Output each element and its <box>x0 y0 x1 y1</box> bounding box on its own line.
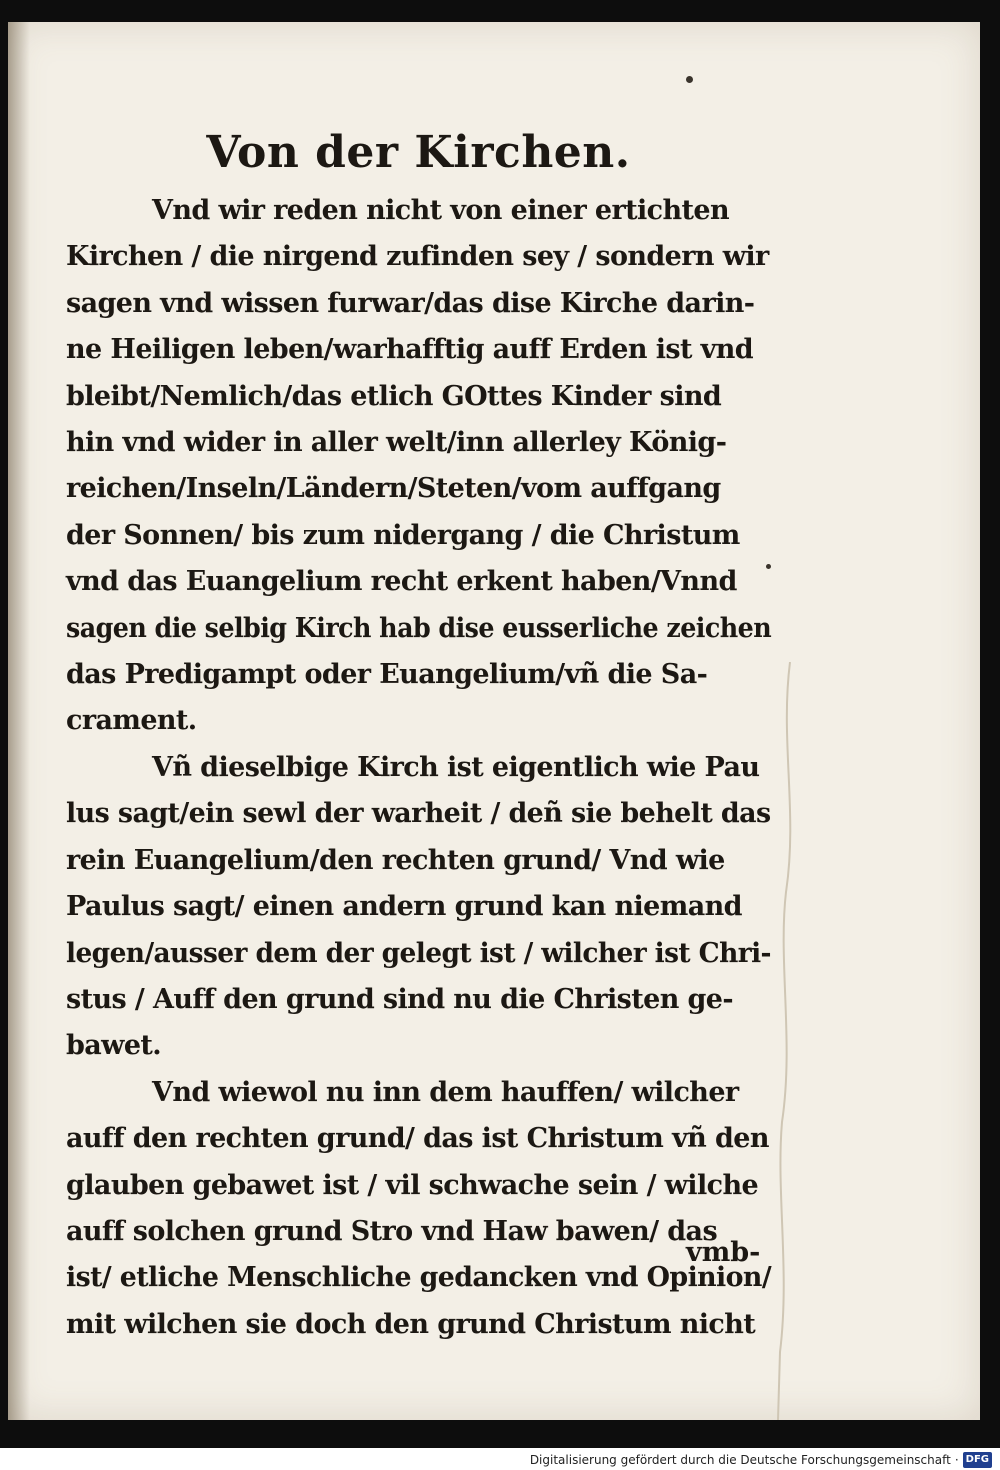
text-line: legen/ausser dem der gelegt ist / wilcher ist Chri- <box>66 937 771 969</box>
text-line: vnd das Euangelium recht erkent haben/Vnnd <box>66 566 737 598</box>
text-line: bleibt/Nemlich/das etlich GOttes Kinder sind <box>66 380 722 412</box>
body-text <box>66 188 771 1348</box>
text-line: hin vnd wider in aller welt/inn allerley König- <box>66 427 727 459</box>
text-line: auff den rechten grund/ das ist Christum vñ den <box>66 1123 769 1155</box>
text-line: auff solchen grund Stro vnd Haw bawen/ das <box>66 1215 718 1247</box>
book-page <box>8 22 980 1420</box>
credit-text: Digitalisierung gefördert durch die Deutsche Forschungsgemeinschaft <box>529 1453 951 1467</box>
ink-mark <box>686 76 693 83</box>
text-line: sagen vnd wissen furwar/das dise Kirche darin- <box>66 287 755 319</box>
text-line: sagen die selbig Kirch hab dise eusserliche zeichen <box>66 612 772 644</box>
text-line: rein Euangelium/den rechten grund/ Vnd wie <box>66 844 725 876</box>
paragraph-first-line: Vñ dieselbige Kirch ist eigentlich wie Pau <box>152 751 760 783</box>
dfg-logo: DFG <box>963 1452 992 1468</box>
text-line: mit wilchen sie doch den grund Christum nicht <box>66 1308 756 1340</box>
text-line: crament. <box>66 705 197 737</box>
text-line: der Sonnen/ bis zum nidergang / die Christum <box>66 519 740 551</box>
separator: · <box>954 1453 959 1467</box>
text-line: ne Heiligen leben/warhafftig auff Erden ist vnd <box>66 334 754 366</box>
text-line: Paulus sagt/ einen andern grund kan niemand <box>66 891 742 923</box>
paragraph-first-line: Vnd wir reden nicht von einer ertichten <box>152 195 729 226</box>
text-line: lus sagt/ein sewl der warheit / deñ sie behelt das <box>66 798 771 830</box>
text-line: bawet. <box>66 1030 162 1062</box>
text-line: stus / Auff den grund sind nu die Christen ge- <box>66 983 733 1015</box>
text-line: glauben gebawet ist / vil schwache sein / wilche <box>66 1169 759 1201</box>
digitization-credit <box>530 1450 992 1470</box>
text-line: das Predigampt oder Euangelium/vñ die Sa- <box>66 659 708 691</box>
catchword: vmb- <box>686 1237 761 1268</box>
paragraph-first-line: Vnd wiewol nu inn dem hauffen/ wilcher <box>152 1076 739 1108</box>
text-line: Kirchen / die nirgend zufinden sey / sondern wir <box>66 241 769 273</box>
text-line: reichen/Inseln/Ländern/Steten/vom auffgang <box>66 473 721 505</box>
page-heading: Von der Kirchen. <box>206 127 631 178</box>
text-line: ist/ etliche Menschliche gedancken vnd Opinion/ <box>66 1262 772 1294</box>
page-text <box>66 120 771 1348</box>
